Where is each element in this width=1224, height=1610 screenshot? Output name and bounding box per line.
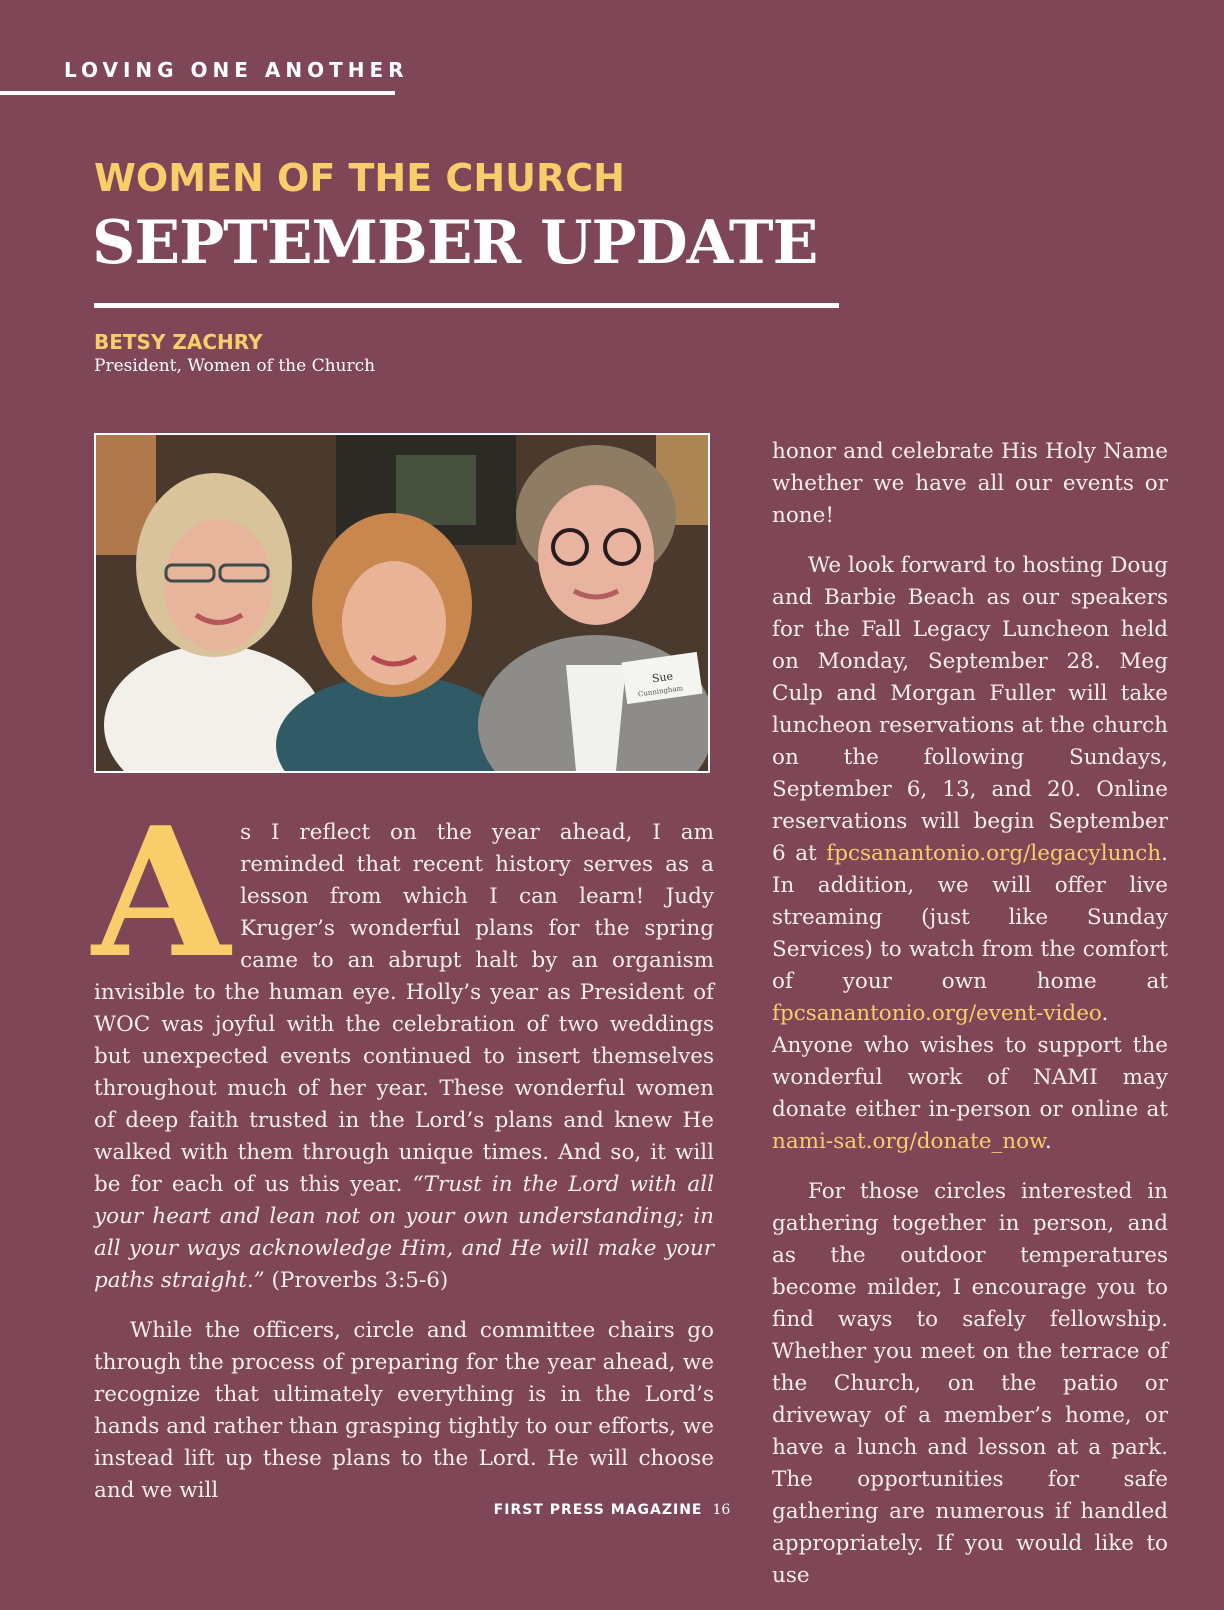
luncheon-text-c: . Anyone who wishes to support the wonderful work of NAMI may donate either in-person or online at	[772, 1001, 1168, 1122]
page-footer	[0, 1502, 1224, 1518]
article-headline: SEPTEMBER UPDATE	[92, 208, 818, 278]
name-badge-text: Sue	[651, 669, 674, 686]
author-role: President, Women of the Church	[94, 356, 376, 376]
section-label: LOVING ONE ANOTHER	[64, 58, 409, 82]
article-kicker: WOMEN OF THE CHURCH	[94, 156, 625, 200]
event-video-link[interactable]: fpcsanantonio.org/event-video	[772, 1001, 1102, 1026]
paragraph-honor: honor and celebrate His Holy Name whether we have all our events or none!	[772, 439, 1168, 528]
legacy-lunch-link[interactable]: fpcsanantonio.org/legacylunch	[826, 841, 1162, 866]
luncheon-text-d: .	[1044, 1129, 1052, 1154]
luncheon-text-b: . In addition, we will offer live streaming (just like Sunday Services) to watch from the comfort of your own home at	[772, 841, 1168, 994]
paragraph-officers: While the officers, circle and committee chairs go through the process of preparing for the year ahead, we recognize that ultimately everything is in the Lord’s hands and rather than grasping tightly to our efforts, we instead lift up these plans to the Lord. He will choose and we will	[94, 1318, 714, 1503]
right-column	[772, 436, 1168, 1610]
magazine-name: FIRST PRESS MAGAZINE	[493, 1502, 703, 1518]
paragraph-circles: For those circles interested in gathering together in person, and as the outdoor temperatures become milder, I encourage you to find ways to safely fellowship. Whether you meet on the terrace of the Church, on the patio or driveway of a member’s home, or have a lunch and lesson at a park. The opportunities for safe gathering are numerous if handled appropriately. If you would like to use	[772, 1179, 1168, 1588]
scripture-quote: “Trust in the Lord with all your heart and lean not on your own understanding; in all your ways acknowledge Him, and He will make your paths straight.”	[94, 1172, 714, 1293]
article-photo	[94, 433, 710, 773]
name-badge-surname: Cunningham	[637, 684, 684, 699]
author-name: BETSY ZACHRY	[94, 330, 263, 354]
intro-text: s I reflect on the year ahead, I am reminded that recent history serves as a lesson from which I can learn! Judy Kruger’s wonderful plans for the spring came to an abrupt halt by an organism invisible to the human eye. Holly’s year as President of WOC was joyful with the celebration of two weddings but unexpected events continued to insert themselves throughout much of her year. These wonderful women of deep faith trusted in the Lord’s plans and knew He walked with them through unique times. And so, it will be for each of us this year.	[94, 820, 714, 1197]
photo-illustration	[96, 435, 708, 771]
luncheon-text-a: We look forward to hosting Doug and Barbie Beach as our speakers for the Fall Legacy Luncheon held on Monday, September 28. Meg Culp and Morgan Fuller will take luncheon reservations at the church on the following Sundays, September 6, 13, and 20. Online reservations will begin September 6 at	[772, 553, 1168, 866]
paragraph-luncheon	[772, 550, 1168, 1158]
page-number: 16	[712, 1502, 731, 1518]
left-column	[92, 788, 714, 1525]
title-rule	[94, 303, 839, 308]
nami-donate-link[interactable]: nami-sat.org/donate_now	[772, 1129, 1045, 1154]
section-rule	[0, 91, 395, 95]
scripture-citation: (Proverbs 3:5-6)	[264, 1268, 449, 1293]
paragraph-intro	[92, 788, 714, 1297]
dropcap: A	[92, 788, 231, 997]
